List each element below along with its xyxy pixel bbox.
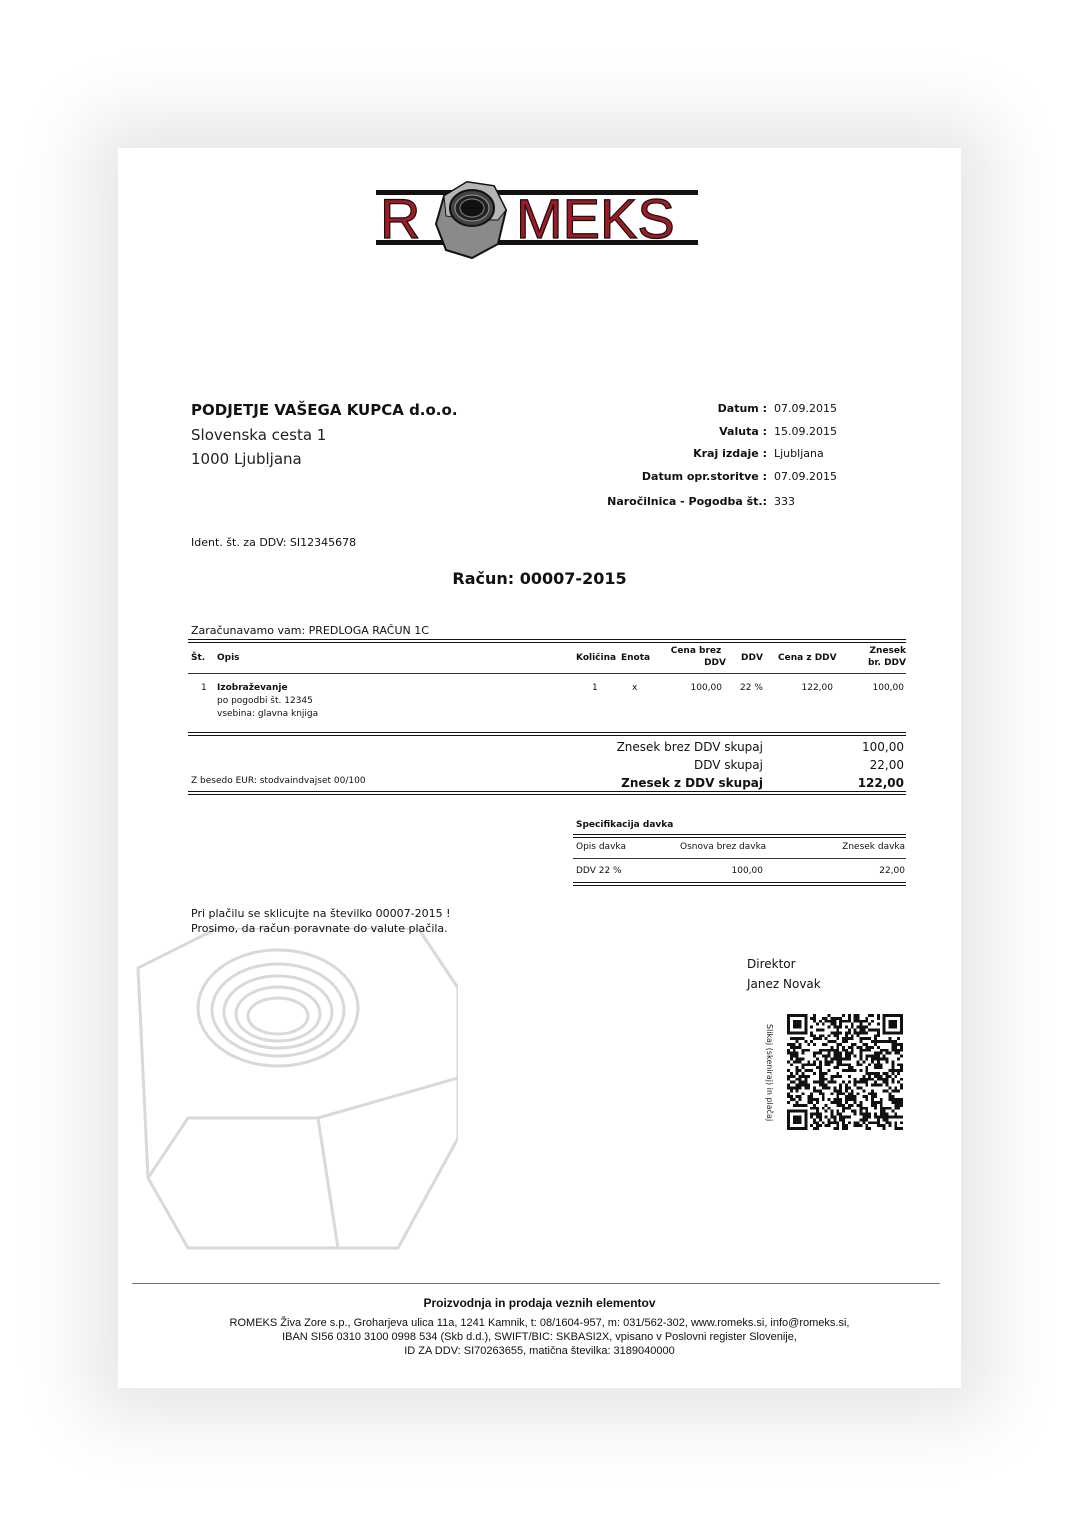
- buyer-vat-id: Ident. št. za DDV: SI12345678: [191, 536, 357, 549]
- svg-text:R: R: [380, 187, 421, 250]
- tax-row-base: 100,00: [731, 866, 763, 876]
- invoice-intro: Zaračunavamo vam: PREDLOGA RAČUN 1C: [191, 624, 429, 637]
- col-header-price-net-line1: Cena brez: [670, 646, 722, 656]
- tax-col-base: Osnova brez davka: [680, 842, 767, 852]
- signature-name: Janez Novak: [747, 977, 821, 991]
- buyer-city: 1000 Ljubljana: [191, 450, 302, 468]
- row-qty: 1: [592, 683, 598, 693]
- invoice-page: [118, 148, 961, 1388]
- meta-row-service-date: [481, 470, 961, 486]
- col-header-no: Št.: [191, 653, 206, 663]
- amount-in-words: Z besedo EUR: stodvaindvajset 00/100: [191, 776, 366, 786]
- meta-value: 07.09.2015: [774, 470, 837, 483]
- total-net-label: Znesek brez DDV skupaj: [616, 740, 763, 754]
- footer-rule: [132, 1283, 940, 1284]
- meta-value: Ljubljana: [774, 447, 824, 460]
- payment-note-line1: Pri plačilu se sklicujte na številko 00007-2015 !: [191, 907, 451, 920]
- row-desc: Izobraževanje: [217, 683, 288, 693]
- row-no: 1: [201, 683, 207, 693]
- col-header-unit: Enota: [621, 653, 651, 663]
- row-price-gross: 122,00: [801, 683, 833, 693]
- qr-caption: Slikaj (skeniraj) in plačaj: [765, 1024, 774, 1122]
- meta-label: Naročilnica - Pogodba št.:: [607, 495, 767, 508]
- col-header-price-net-line2: DDV: [704, 658, 726, 668]
- meta-label: Valuta :: [719, 425, 767, 438]
- col-header-desc: Opis: [217, 653, 240, 663]
- row-unit: x: [632, 683, 638, 693]
- meta-row-due: [481, 425, 961, 441]
- meta-value: 15.09.2015: [774, 425, 837, 438]
- footer-text: [118, 1316, 961, 1358]
- meta-label: Datum :: [717, 402, 767, 415]
- footer-line3: ID ZA DDV: SI70263655, matična številka: 3189040000: [404, 1345, 675, 1357]
- meta-label: Kraj izdaje :: [693, 447, 767, 460]
- meta-row-order: [481, 495, 961, 511]
- signature-role: Direktor: [747, 957, 796, 971]
- col-header-price-net: [666, 645, 726, 669]
- meta-value: 333: [774, 495, 795, 508]
- signature-block: [747, 954, 821, 994]
- footer-line1: ROMEKS Živa Zore s.p., Groharjeva ulica 11a, 1241 Kamnik, t: 08/1604-957, m: 031/562-302, www.romeks.si, info@romeks.si,: [229, 1317, 850, 1329]
- tax-spec-title: Specifikacija davka: [576, 820, 674, 830]
- payment-note: [191, 906, 451, 936]
- tax-spec-top-rule: [573, 834, 906, 838]
- row-price-net: 100,00: [690, 683, 722, 693]
- total-net-value: 100,00: [862, 740, 904, 754]
- col-header-qty: Količina: [576, 653, 617, 663]
- meta-row-date: [481, 402, 961, 418]
- items-bottom-rule: [188, 732, 906, 736]
- col-header-amount: [846, 645, 906, 669]
- meta-value: 07.09.2015: [774, 402, 837, 415]
- svg-text:MEKS: MEKS: [516, 187, 675, 250]
- invoice-title: Račun: 00007-2015: [452, 569, 627, 588]
- payment-note-line2: Prosimo, da račun poravnate do valute plačila.: [191, 922, 448, 935]
- buyer-street: Slovenska cesta 1: [191, 426, 327, 444]
- tax-row-amount: 22,00: [879, 866, 905, 876]
- col-header-price-gross: Cena z DDV: [778, 653, 837, 663]
- tax-bottom-rule: [573, 882, 906, 886]
- meta-row-place: [481, 447, 961, 463]
- footer-line2: IBAN SI56 0310 3100 0998 534 (Skb d.d.), SWIFT/BIC: SKBASI2X, vpisano v Poslovni register Slovenije,: [282, 1331, 797, 1343]
- buyer-name: PODJETJE VAŠEGA KUPCA d.o.o.: [191, 401, 458, 419]
- row-amount: 100,00: [872, 683, 904, 693]
- total-gross-label: Znesek z DDV skupaj: [621, 776, 763, 790]
- row-desc-line2: po pogodbi št. 12345: [217, 696, 313, 706]
- header-bottom-rule: [188, 673, 906, 674]
- tax-col-amount: Znesek davka: [842, 842, 905, 852]
- totals-bottom-rule: [188, 791, 906, 795]
- footer-title: Proizvodnja in prodaja veznih elementov: [423, 1296, 656, 1310]
- row-desc-line3: vsebina: glavna knjiga: [217, 709, 319, 719]
- total-vat-value: 22,00: [869, 758, 904, 772]
- tax-row-desc: DDV 22 %: [576, 866, 622, 876]
- total-vat-label: DDV skupaj: [693, 758, 763, 772]
- row-vat: 22 %: [740, 683, 763, 693]
- total-gross-value: 122,00: [857, 776, 904, 790]
- col-header-amount-line1: Znesek: [869, 646, 906, 656]
- tax-header-rule: [573, 858, 906, 859]
- payment-qr-code[interactable]: [786, 1014, 904, 1130]
- table-top-rule: [188, 639, 906, 643]
- meta-label: Datum opr.storitve :: [641, 470, 767, 483]
- tax-col-desc: Opis davka: [576, 842, 626, 852]
- nut-watermark: [128, 928, 458, 1258]
- col-header-vat: DDV: [741, 653, 763, 663]
- col-header-amount-line2: br. DDV: [867, 658, 906, 668]
- romeks-logo: [376, 180, 698, 268]
